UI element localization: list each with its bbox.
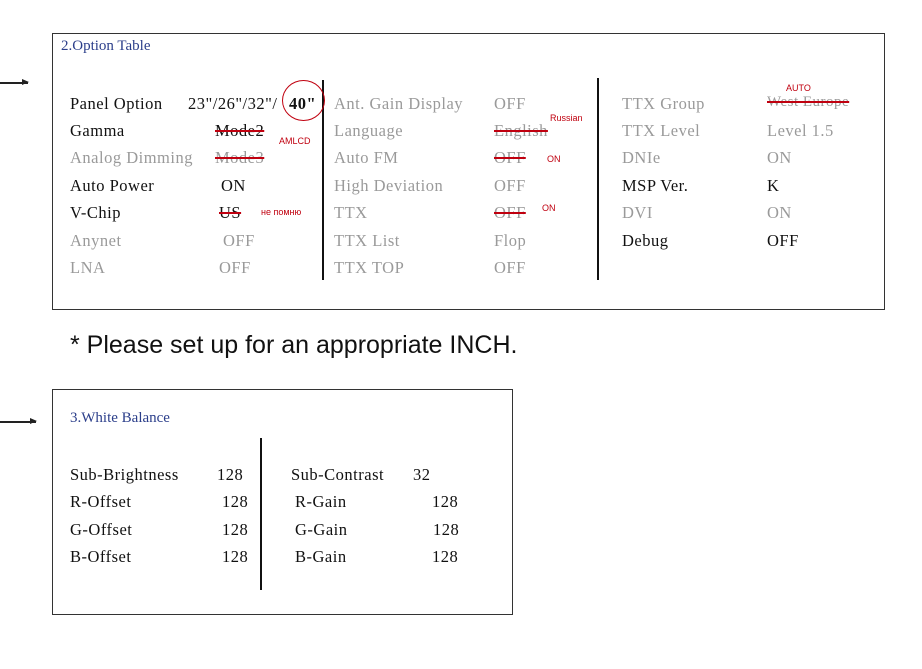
option-value: OFF — [494, 258, 526, 277]
option-label: Auto FM — [334, 148, 399, 167]
option-label: V-Chip — [70, 203, 121, 222]
wb-value: 128 — [217, 465, 244, 484]
option-value: OFF — [767, 231, 799, 250]
option-value: OFF — [219, 258, 251, 277]
wb-label: R-Gain — [295, 492, 347, 511]
annotation-note: ON — [542, 203, 556, 213]
option-value: ON — [221, 176, 246, 195]
option-value: K — [767, 176, 780, 195]
option-value: ON — [767, 148, 792, 167]
option-value: OFF — [494, 176, 526, 195]
option-label: Debug — [622, 231, 669, 250]
option-label: Analog Dimming — [70, 148, 193, 167]
wb-label: G-Gain — [295, 520, 348, 539]
wb-value: 128 — [222, 520, 249, 539]
option-value: Flop — [494, 231, 527, 250]
highlight-circle-icon — [282, 80, 325, 121]
option-value: Mode3 — [215, 148, 265, 167]
option-label: Gamma — [70, 121, 125, 140]
option-table-panel — [52, 33, 885, 310]
pointer-arrow-icon — [0, 421, 36, 423]
annotation-note: ON — [547, 154, 561, 164]
option-label: DNIe — [622, 148, 661, 167]
option-label: Ant. Gain Display — [334, 94, 464, 113]
wb-value: 128 — [433, 520, 460, 539]
pointer-arrow-icon — [0, 82, 28, 84]
option-value: 23"/26"/32"/ — [188, 94, 278, 113]
wb-value: 128 — [432, 492, 459, 511]
option-value: OFF — [223, 231, 255, 250]
wb-label: R-Offset — [70, 492, 132, 511]
option-label: TTX — [334, 203, 368, 222]
option-value: Level 1.5 — [767, 121, 834, 140]
option-value: West Europe — [767, 94, 850, 110]
option-value: English — [494, 121, 548, 140]
option-label: DVI — [622, 203, 653, 222]
option-value: OFF — [494, 94, 526, 113]
wb-value: 128 — [432, 547, 459, 566]
option-label: LNA — [70, 258, 106, 277]
wb-label: B-Gain — [295, 547, 347, 566]
annotation-note: AMLCD — [279, 136, 311, 146]
annotation-note: не помню — [261, 207, 302, 217]
option-label: TTX Level — [622, 121, 701, 140]
wb-value: 32 — [413, 465, 431, 484]
option-label: TTX Group — [622, 94, 705, 113]
option-label: Anynet — [70, 231, 122, 250]
option-value: OFF — [494, 203, 526, 222]
option-label: TTX TOP — [334, 258, 405, 277]
wb-label: G-Offset — [70, 520, 133, 539]
option-label: Auto Power — [70, 176, 155, 195]
annotation-note: Russian — [550, 113, 583, 123]
wb-value: 128 — [222, 547, 249, 566]
wb-label: Sub-Brightness — [70, 465, 179, 484]
option-label: Panel Option — [70, 94, 163, 113]
wb-label: B-Offset — [70, 547, 132, 566]
wb-label: Sub-Contrast — [291, 465, 385, 484]
option-table-title: 2.Option Table — [61, 38, 151, 54]
annotation-note: AUTO — [786, 83, 811, 93]
white-balance-title: 3.White Balance — [70, 410, 170, 426]
column-divider — [260, 438, 262, 590]
option-value: US — [219, 203, 242, 222]
option-label: High Deviation — [334, 176, 444, 195]
option-value: ON — [767, 203, 792, 222]
option-value: Mode2 — [215, 121, 265, 140]
column-divider — [597, 78, 599, 280]
setup-notice: * Please set up for an appropriate INCH. — [70, 331, 518, 359]
option-value: OFF — [494, 148, 526, 167]
wb-value: 128 — [222, 492, 249, 511]
option-label: Language — [334, 121, 404, 140]
option-label: TTX List — [334, 231, 400, 250]
option-label: MSP Ver. — [622, 176, 689, 195]
option-value-circled: 40" — [289, 94, 317, 113]
